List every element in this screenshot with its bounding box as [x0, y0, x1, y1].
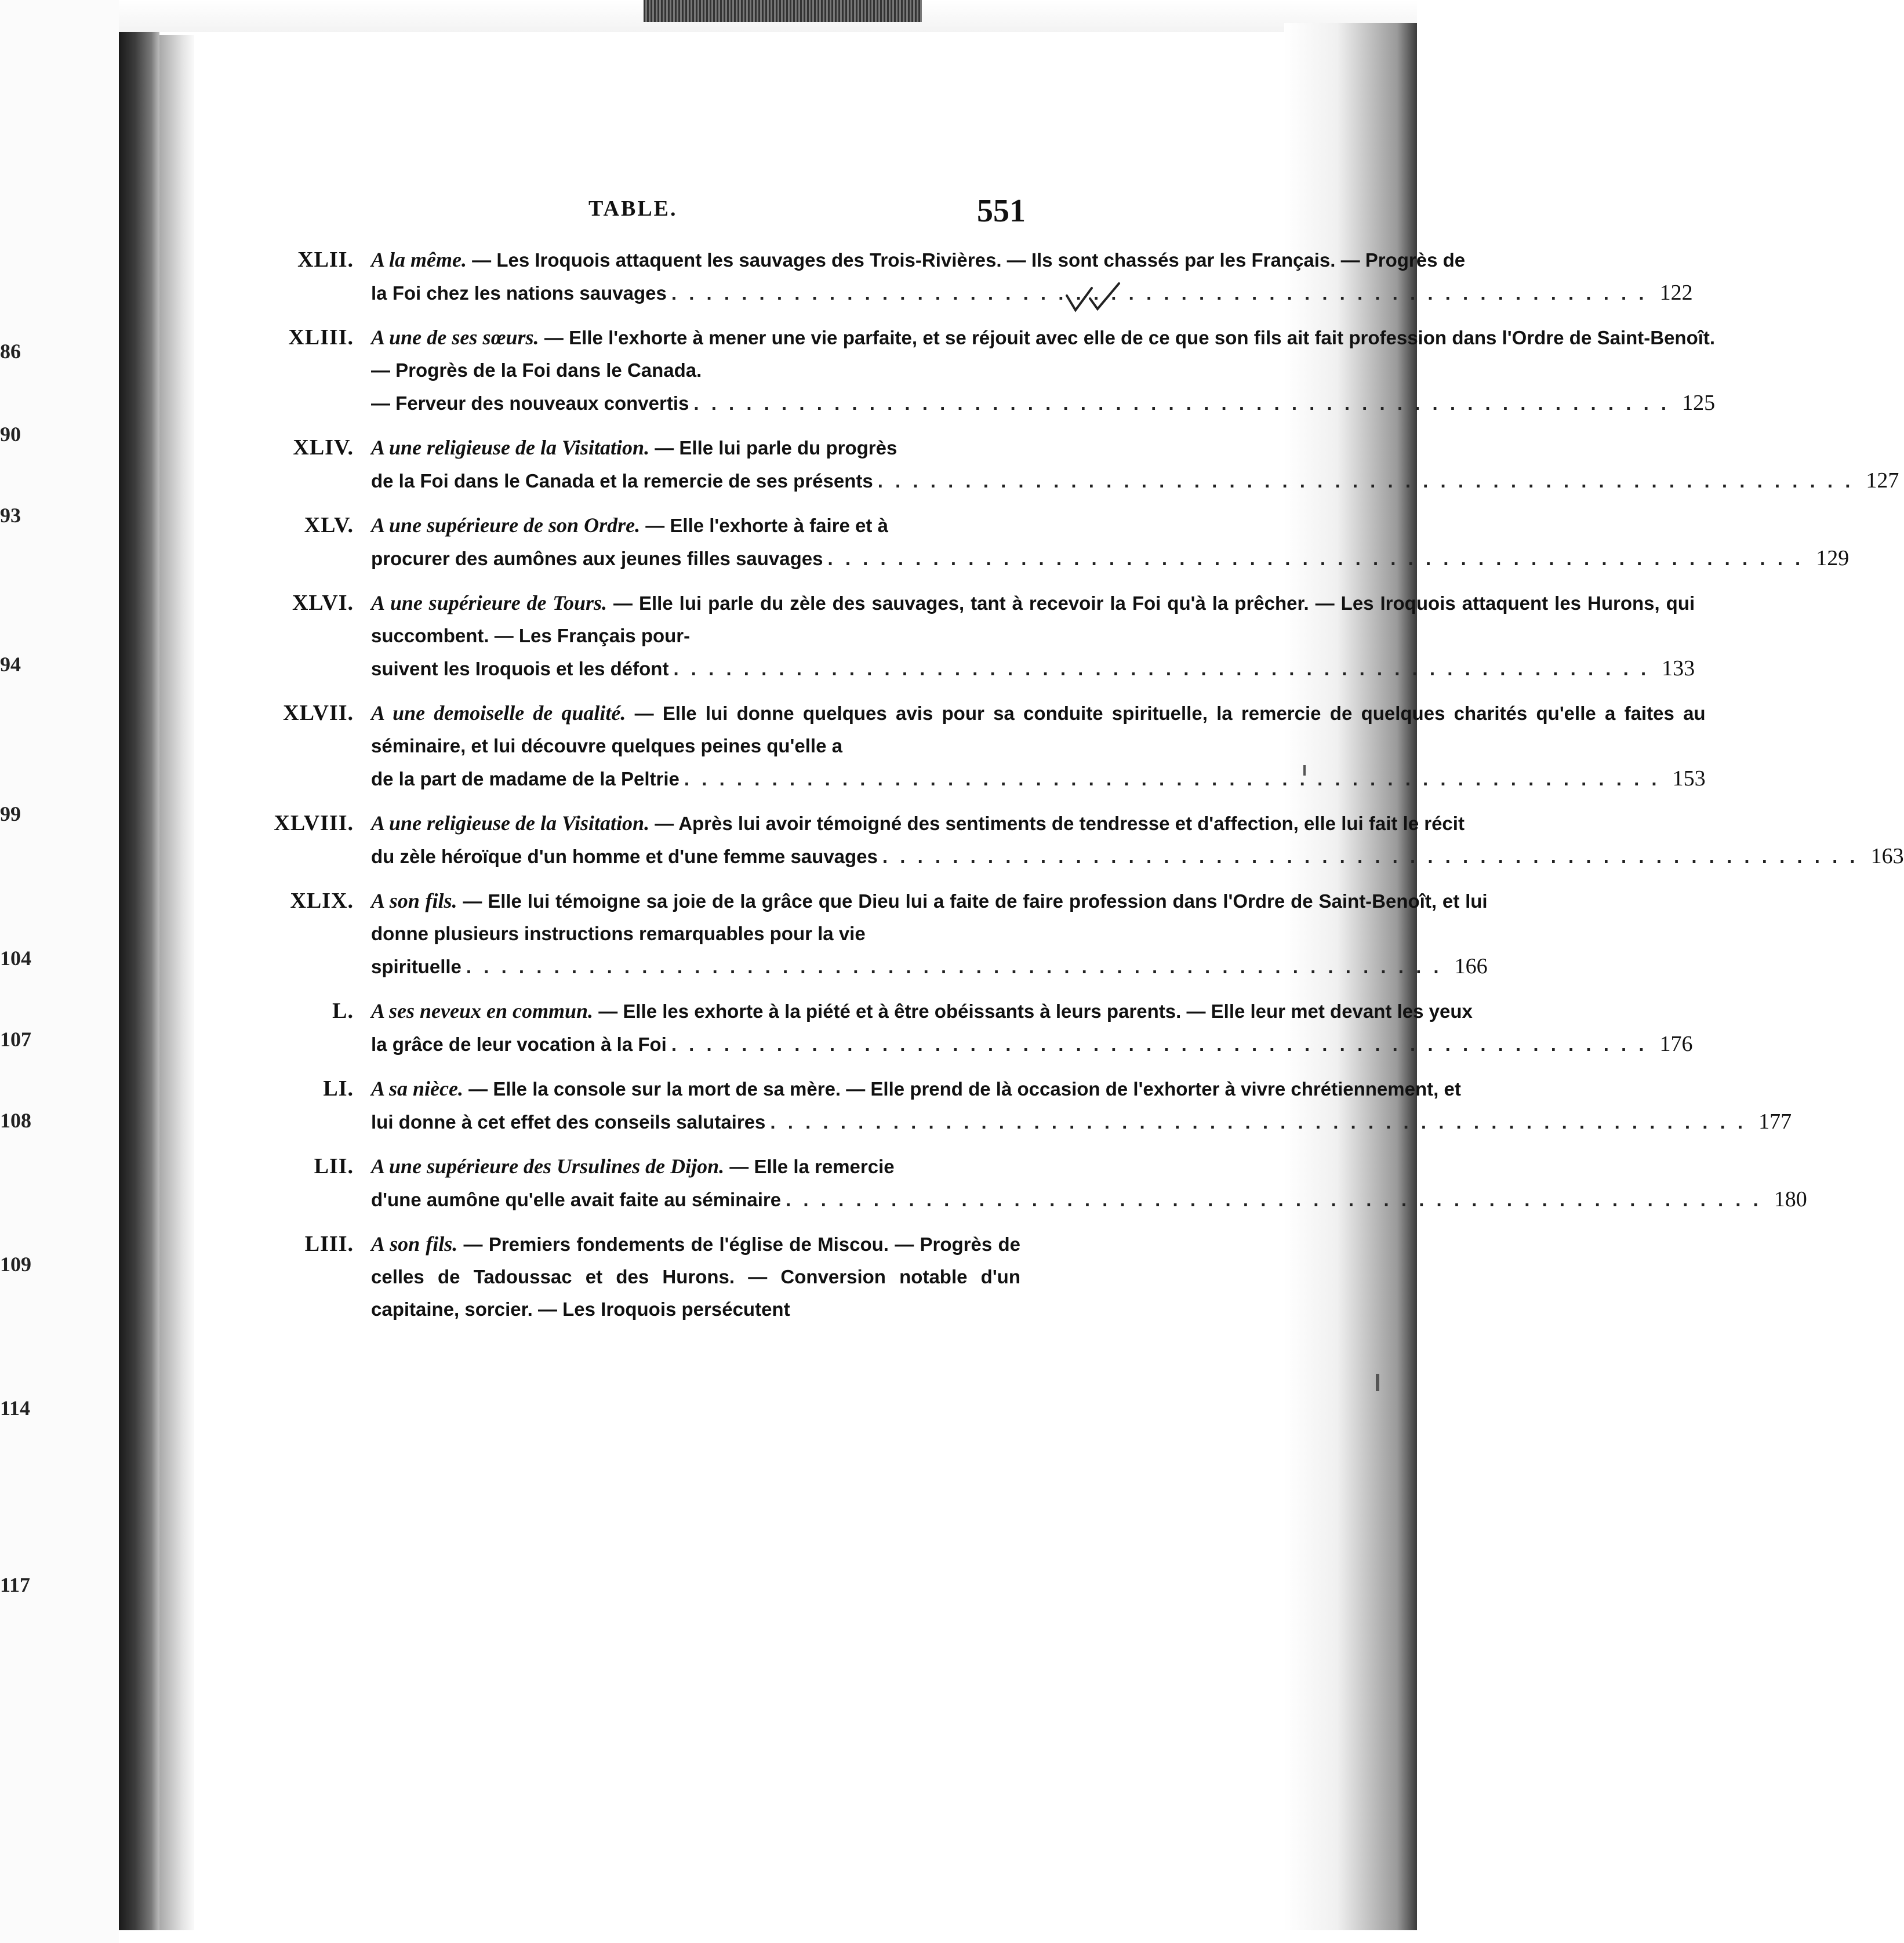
toc-entry [255, 1150, 1807, 1216]
entry-page-number: 153 [1672, 766, 1706, 791]
facing-page-number: 90 [0, 423, 21, 446]
entry-last-line [371, 840, 1904, 873]
entry-last-line [371, 387, 1715, 420]
entry-page-number: 180 [1774, 1187, 1807, 1211]
letter-numeral: XLIV. [293, 435, 354, 460]
toc-entry [255, 1072, 1792, 1138]
toc-entry [255, 697, 1706, 795]
facing-page-number: 86 [0, 340, 21, 363]
entry-last-line [371, 762, 1706, 795]
dot-leader [462, 951, 1447, 983]
letter-summary: — Elle lui donne quelques avis pour sa conduite spirituelle, la remercie de quelques charités qu'elle a faites au séminaire, et lui découvre quelques peines qu'elle a [371, 703, 1706, 756]
dot-leader [668, 653, 1654, 685]
letter-numeral: XLVI. [292, 591, 354, 615]
facing-page-number: 114 [0, 1396, 31, 1420]
toc-entry [255, 995, 1693, 1061]
letter-summary: — Elle la console sur la mort de sa mère. — Elle prend de là occasion de l'exhorter à vivre chrétiennement, et [463, 1078, 1461, 1100]
dot-leader [873, 465, 1859, 497]
facing-page-number: 93 [0, 504, 21, 527]
toc-entry [255, 243, 1693, 310]
facing-page-number: 109 [0, 1253, 31, 1276]
letter-summary: — Elle la remercie [724, 1156, 895, 1177]
letter-numeral: LII. [314, 1154, 354, 1178]
facing-page-number: 117 [0, 1573, 31, 1596]
letter-recipient: A son fils. [371, 1232, 458, 1256]
toc-entry [255, 807, 1904, 873]
letter-recipient: A une de ses sœurs. [371, 326, 539, 349]
entry-page-number: 129 [1816, 546, 1850, 570]
letter-recipient: A sa nièce. [371, 1077, 463, 1100]
letter-recipient: A une religieuse de la Visitation. [371, 436, 650, 459]
letter-description [371, 885, 1488, 983]
letter-description [371, 1150, 1807, 1216]
letter-description [371, 509, 1849, 575]
letter-recipient: A ses neveux en commun. [371, 999, 594, 1023]
letter-description [371, 243, 1693, 310]
facing-page-number: 108 [0, 1109, 31, 1132]
entry-last-line [371, 1028, 1693, 1061]
letter-recipient: A une supérieure des Ursulines de Dijon. [371, 1155, 725, 1178]
letter-numeral: XLVII. [283, 701, 354, 725]
running-title: TABLE. [588, 197, 678, 221]
toc-entry [255, 1228, 1020, 1326]
letter-recipient: A la même. [371, 248, 467, 271]
scan-mark [1376, 1374, 1379, 1391]
toc-entry [255, 885, 1488, 983]
letter-numeral: L. [332, 999, 354, 1023]
scan-top-clip [644, 0, 922, 22]
toc-entry [255, 587, 1695, 685]
summary-end: lui donne à cet effet des conseils salutaires [371, 1111, 766, 1133]
entry-last-line [371, 464, 1899, 497]
letter-numeral: LIII. [304, 1232, 354, 1256]
letter-summary: — Elle les exhorte à la piété et à être obéissants à leurs parents. — Elle leur met devant les yeux [593, 1000, 1473, 1022]
dot-leader [667, 277, 1652, 310]
toc-entry [255, 431, 1899, 497]
dot-leader [765, 1106, 1751, 1138]
entry-last-line [371, 950, 1488, 983]
letter-numeral: XLIII. [288, 325, 354, 350]
letter-description [371, 587, 1695, 685]
summary-end: du zèle héroïque d'un homme et d'une femme sauvages [371, 846, 878, 867]
summary-end: — Ferveur des nouveaux convertis [371, 392, 689, 414]
letter-numeral: XLV. [304, 513, 354, 537]
letter-summary: — Elle lui parle du progrès [649, 437, 898, 459]
letter-recipient: A une supérieure de Tours. [371, 591, 608, 614]
letter-recipient: A une demoiselle de qualité. [371, 701, 626, 725]
letter-numeral: XLIX. [290, 889, 354, 913]
letter-summary: — Elle lui témoigne sa joie de la grâce que Dieu lui a faite de faire profession dans l'Ordre de Saint-Benoît, et lui donne plusieurs instructions remarquables pour la vie [371, 890, 1488, 944]
letter-summary: — Elle lui parle du zèle des sauvages, tant à recevoir la Foi qu'à la prêcher. — Les Iroquois attaquent les Hurons, qui succombent. — Les Français pour- [371, 592, 1695, 646]
letter-summary: — Les Iroquois attaquent les sauvages des Trois-Rivières. — Ils sont chassés par les Français. — Progrès de [467, 249, 1466, 271]
summary-end: procurer des aumônes aux jeunes filles sauvages [371, 548, 823, 569]
letter-recipient: A une religieuse de la Visitation. [371, 812, 650, 835]
entry-last-line [371, 1183, 1807, 1216]
letter-recipient: A son fils. [371, 889, 457, 912]
summary-end: la grâce de leur vocation à la Foi [371, 1034, 667, 1055]
letter-recipient: A une supérieure de son Ordre. [371, 514, 641, 537]
dot-leader [878, 840, 1863, 873]
dot-leader [781, 1184, 1767, 1216]
letter-numeral: XLII. [297, 248, 354, 272]
letter-summary: — Premiers fondements de l'église de Miscou. — Progrès de celles de Tadoussac et des Hurons. — Conversion notable d'un capitaine, sorcier. — Les Iroquois persécutent [371, 1234, 1020, 1320]
summary-end: de la part de madame de la Peltrie [371, 768, 680, 789]
letter-description [371, 807, 1904, 873]
letter-summary: — Après lui avoir témoigné des sentiments de tendresse et d'affection, elle lui fait le récit [649, 813, 1465, 834]
entry-page-number: 176 [1659, 1032, 1693, 1056]
dot-leader [823, 543, 1809, 575]
entry-last-line [371, 1105, 1792, 1138]
summary-end: la Foi chez les nations sauvages [371, 282, 667, 304]
entry-page-number: 125 [1682, 391, 1716, 415]
facing-page-number: 107 [0, 1028, 31, 1051]
toc-entry [255, 509, 1850, 575]
dot-leader [689, 387, 1674, 420]
dot-leader [680, 763, 1665, 795]
letter-description [371, 995, 1693, 1061]
entry-page-number: 166 [1454, 954, 1488, 978]
entry-page-number: 133 [1662, 656, 1695, 681]
book-spine-shadow [119, 23, 159, 1930]
dot-leader [667, 1028, 1652, 1061]
facing-page-number: 104 [0, 947, 31, 970]
facing-page-number: 94 [0, 653, 21, 676]
toc-entry [255, 321, 1716, 420]
letter-numeral: XLVIII. [274, 811, 354, 835]
page-number: 551 [977, 193, 1026, 229]
facing-page [0, 0, 119, 1943]
summary-end: spirituelle [371, 956, 462, 977]
entry-page-number: 122 [1659, 281, 1693, 305]
entry-last-line [371, 652, 1695, 685]
entry-last-line [371, 542, 1849, 575]
entry-last-line [371, 276, 1693, 310]
letter-summary: — Elle l'exhorte à faire et à [640, 515, 888, 536]
letter-description [371, 321, 1715, 420]
letter-description [371, 697, 1706, 795]
gutter-shade [159, 35, 194, 1930]
scan-mark [1303, 765, 1306, 776]
letter-description [371, 1228, 1020, 1326]
entry-page-number: 163 [1870, 844, 1904, 868]
letter-description [371, 431, 1899, 497]
table-of-contents [255, 243, 1904, 1337]
facing-page-number: 99 [0, 802, 21, 825]
summary-end: d'une aumône qu'elle avait faite au séminaire [371, 1189, 782, 1210]
letter-summary: — Elle l'exhorte à mener une vie parfaite, et se réjouit avec elle de ce que son fils ait fait profession dans l'Ordre de Saint-Benoît. — Progrès de la Foi dans le Canada. [371, 327, 1716, 381]
summary-end: de la Foi dans le Canada et la remercie de ses présents [371, 470, 873, 492]
entry-page-number: 127 [1866, 468, 1899, 493]
letter-numeral: LI. [323, 1076, 354, 1101]
letter-description [371, 1072, 1792, 1138]
entry-page-number: 177 [1758, 1109, 1792, 1134]
summary-end: suivent les Iroquois et les défont [371, 658, 669, 679]
